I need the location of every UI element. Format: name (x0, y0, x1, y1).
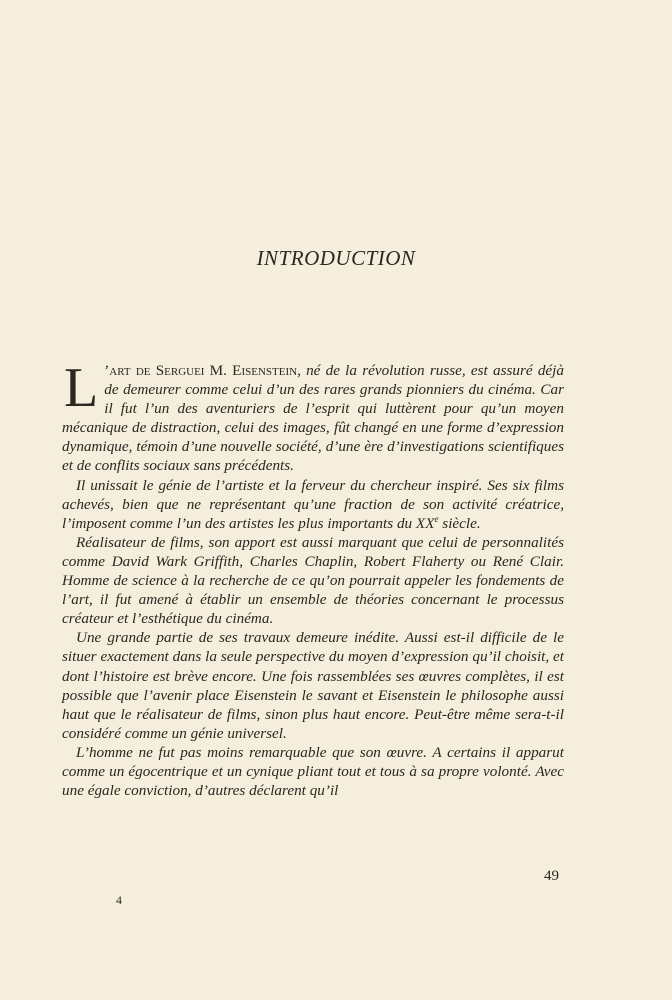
paragraph-5: L’homme ne fut pas moins remarquable que son œuvre. A certains il apparut comme un égocentrique et un cynique pliant tout et tous à sa propre volonté. Avec une égale conviction, d’autres déclarent qu’il (62, 743, 564, 800)
body-text (62, 357, 564, 800)
paragraph-3: Réalisateur de films, son apport est aussi marquant que celui de personnalités comme David Wark Griffith, Charles Chaplin, Robert Flaherty ou René Clair. Homme de science à la recherche de ce qu’on pourrait appeler les fondements de l’art, il fut amené à établir un ensemble de théories concernant le processus créateur et l’esthétique du cinéma. (62, 533, 564, 628)
paragraph-1 (62, 357, 564, 476)
paragraph-2-text-b: siècle. (438, 514, 481, 532)
drop-cap: L (64, 357, 99, 419)
century-superscript: e (434, 513, 439, 524)
paragraph-1-text: né de la révolution russe, est assuré déjà de demeurer comme celui d’un des rares grands pionniers du cinéma. Car il fut l’un des aventuriers de l’esprit qui luttèrent pour qu’un moyen mécanique de distraction, celui des images, fût changé en une forme d’expression dynamique, témoin d’une nouvelle société, d’une ère d’investigations scientifiques et de conflits sociaux sans précédents. (62, 362, 564, 475)
paragraph-2-text-a: Il unissait le génie de l’artiste et la ferveur du chercheur inspiré. Ses six films achevés, bien que ne représentant qu’une fraction de son activité créatrice, l’imposent comme l’un des artistes les plus importants du XX (62, 476, 564, 532)
chapter-title: INTRODUCTION (256, 246, 416, 270)
paragraph-4: Une grande partie de ses travaux demeure inédite. Aussi est-il difficile de le situer exactement dans la seule perspective du moyen d’expression qu’il choisit, et dont l’histoire est brève encore. Une fois rassemblées ses œuvres complètes, il est possible que l’avenir place Eisenstein le savant et Eisenstein le philosophe aussi haut que le réalisateur de films, sinon plus haut encore. Peut-être même sera-t-il considéré comme un génie universel. (62, 629, 564, 742)
paragraph-2 (62, 476, 564, 533)
opening-small-caps: ’art de Serguei M. Eisenstein, (104, 362, 301, 379)
signature-mark: 4 (116, 893, 122, 907)
page-number: 49 (544, 868, 559, 884)
